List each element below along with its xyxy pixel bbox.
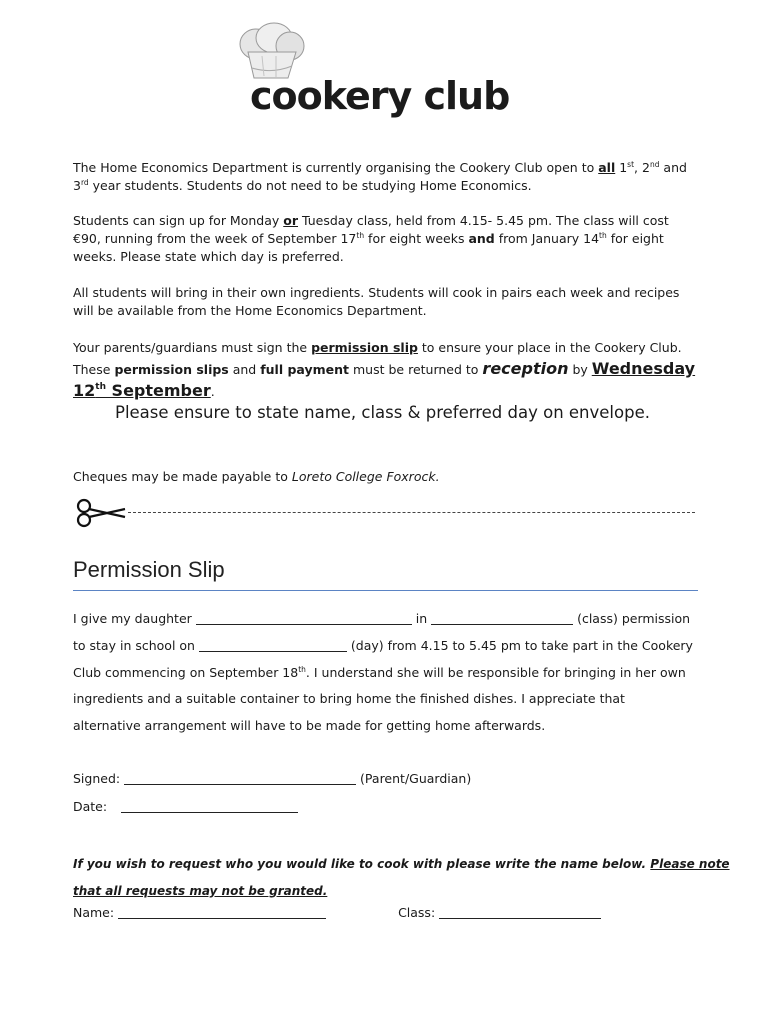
class-field[interactable]	[431, 612, 573, 625]
request-text-underlined: Please note	[650, 857, 730, 871]
intro-text: 1	[615, 160, 628, 175]
cheques-note	[73, 468, 703, 486]
superscript: nd	[649, 160, 660, 169]
intro-paragraph-4	[73, 337, 703, 402]
emphasis-or: or	[283, 213, 299, 228]
emphasis-permission-slip: permission slip	[311, 340, 418, 355]
deadline-day: 12	[73, 381, 96, 400]
page-title: cookery club	[250, 74, 510, 118]
intro-text: and	[228, 362, 261, 377]
intro-text: must be returned to	[349, 362, 483, 377]
intro-text: for eight weeks	[364, 231, 469, 246]
intro-text: will be available from the Home Economics Department.	[73, 303, 427, 318]
date-field[interactable]	[121, 800, 298, 813]
deadline-month: September	[105, 381, 211, 400]
intro-text: and	[659, 160, 687, 175]
intro-text: by	[568, 362, 592, 377]
slip-text: . I understand she will be responsible for bringing in her own	[305, 665, 686, 680]
scissors-icon	[75, 498, 127, 528]
partner-class-field[interactable]	[439, 906, 601, 919]
slip-text: (day) from 4.15 to 5.45 pm to take part in the Cookery	[346, 638, 693, 653]
intro-text: These	[73, 362, 115, 377]
slip-heading: Permission Slip	[73, 557, 225, 582]
daughter-name-field[interactable]	[196, 612, 412, 625]
request-text: If you wish to request who you would like to cook with please write the name below.	[73, 857, 651, 871]
request-note	[73, 851, 730, 905]
slip-text: in	[411, 611, 432, 626]
request-text-underlined: that all requests may not be granted.	[73, 884, 328, 898]
intro-text: for eight	[606, 231, 664, 246]
signature-field[interactable]	[124, 772, 356, 785]
date-label: Date:	[73, 799, 108, 814]
partner-name-field[interactable]	[118, 906, 326, 919]
intro-text: year students. Students do not need to be studying Home Economics.	[88, 178, 532, 193]
intro-text: Tuesday class, held from 4.15- 5.45 pm. The class will cost	[298, 213, 669, 228]
intro-text: to ensure your place in the Cookery Club.	[417, 340, 682, 355]
signed-label: Signed:	[73, 771, 125, 786]
slip-text: Club commencing on September 18	[73, 665, 299, 680]
emphasis-wednesday: Wednesday	[591, 359, 696, 378]
emphasis-reception: reception	[482, 359, 569, 378]
slip-text: (class) permission	[573, 611, 691, 626]
heading-rule	[73, 590, 698, 591]
payee-name: Loreto College Foxrock.	[291, 469, 440, 484]
slip-text: to stay in school on	[73, 638, 199, 653]
intro-text: €90, running from the week of September 17	[73, 231, 357, 246]
superscript: th	[95, 382, 106, 392]
intro-text: Students can sign up for Monday	[73, 213, 284, 228]
intro-text: 3	[73, 178, 81, 193]
emphasis-and: and	[468, 231, 495, 246]
chef-hat-icon	[236, 22, 308, 82]
name-label: Name:	[73, 905, 119, 920]
intro-paragraph-3	[73, 284, 703, 320]
intro-text: Cheques may be made payable to	[73, 469, 292, 484]
superscript: st	[627, 160, 635, 169]
superscript: th	[599, 231, 607, 240]
emphasis-all: all	[598, 160, 616, 175]
deadline-date	[73, 381, 211, 400]
superscript: rd	[80, 178, 89, 187]
emphasis-full-payment: full payment	[260, 362, 350, 377]
slip-line-3	[73, 664, 686, 682]
slip-line-2	[73, 637, 693, 655]
intro-text: All students will bring in their own ingredients. Students will cook in pairs each week and recipes	[73, 285, 680, 300]
emphasis-permission-slips: permission slips	[114, 362, 229, 377]
superscript: th	[356, 231, 365, 240]
intro-text: The Home Economics Department is currently organising the Cookery Club open to	[73, 160, 599, 175]
day-field[interactable]	[199, 639, 347, 652]
signer-role: (Parent/Guardian)	[356, 771, 472, 786]
intro-paragraph-1	[73, 159, 703, 195]
intro-text: from January 14	[494, 231, 600, 246]
slip-text: I give my daughter	[73, 611, 196, 626]
superscript: th	[298, 665, 306, 674]
envelope-note: Please ensure to state name, class & preferred day on envelope.	[115, 403, 650, 422]
intro-text: , 2	[634, 160, 650, 175]
cut-line	[128, 512, 695, 513]
intro-text: Your parents/guardians must sign the	[73, 340, 312, 355]
slip-line-5: alternative arrangement will have to be made for getting home afterwards.	[73, 718, 546, 733]
intro-text: weeks. Please state which day is preferred.	[73, 249, 344, 264]
partner-row	[73, 904, 601, 922]
signature-row	[73, 770, 471, 788]
intro-text: .	[210, 384, 215, 399]
class-label: Class:	[398, 905, 440, 920]
date-row	[73, 798, 298, 816]
intro-paragraph-2	[73, 212, 703, 266]
slip-line-4: ingredients and a suitable container to bring home the finished dishes. I appreciate that	[73, 691, 625, 706]
slip-line-1	[73, 610, 690, 628]
